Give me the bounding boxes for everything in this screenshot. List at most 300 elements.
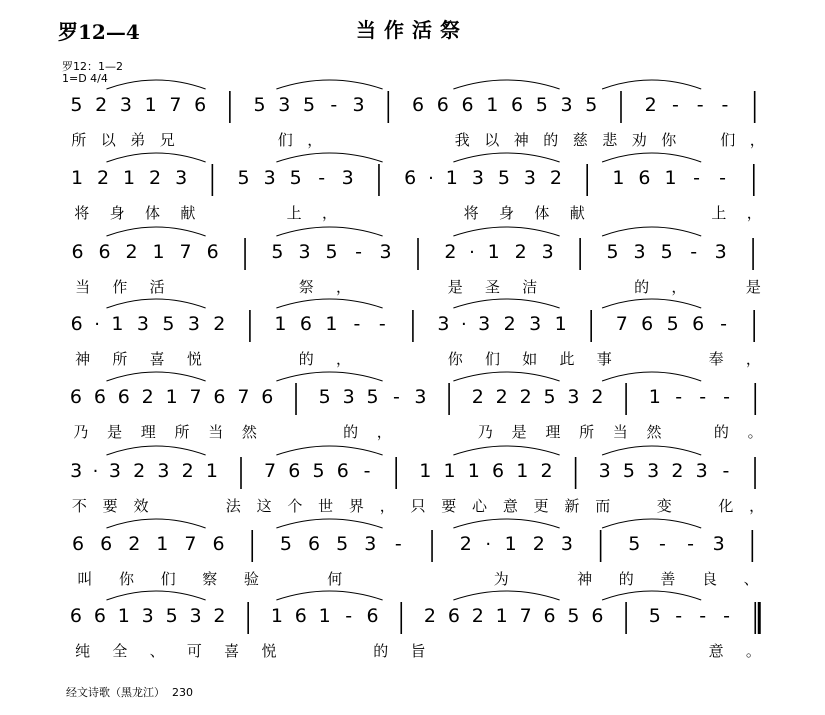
note-digit: 6 [194, 94, 207, 116]
lyric-char: ， [335, 350, 351, 368]
note-digit: 6 [308, 533, 321, 555]
lyric-char: 、 [743, 570, 759, 588]
note-digit: 5 [336, 533, 349, 555]
note-digit: 6 [638, 167, 651, 189]
slur [453, 591, 559, 600]
note-dash: - [693, 167, 700, 189]
note-digit: 5 [666, 313, 679, 335]
note-digit: 3 [541, 241, 554, 263]
note-digit: 1 [516, 460, 529, 482]
dot-mark: · [94, 314, 100, 335]
lyric-char: 将 [463, 204, 479, 222]
note-digit: 6 [436, 94, 449, 116]
note-dash: - [699, 386, 707, 408]
note-digit: 5 [543, 386, 556, 408]
lyric-char: 乃 [73, 423, 89, 441]
slur [602, 299, 701, 308]
note-dash: - [696, 94, 704, 116]
lyric-char: 喜 [149, 350, 165, 368]
note-digit: 5 [70, 94, 83, 116]
lyric-char: 善 [660, 570, 676, 588]
lyric-char: 的 [373, 642, 389, 660]
note-digit: 2 [644, 94, 657, 116]
lyric-char: 旨 [410, 642, 426, 660]
note-digit: 3 [647, 460, 660, 482]
lyric-char: 悲 [602, 131, 618, 149]
note-digit: 5 [289, 167, 302, 189]
note-digit: 1 [554, 313, 567, 335]
lyric-char: ， [671, 278, 687, 296]
lyric-char: ， [321, 204, 338, 222]
note-digit: 3 [341, 167, 354, 189]
note-digit: 1 [443, 460, 456, 482]
note-digit: 2 [671, 460, 684, 482]
lyric-char: 当 [75, 278, 91, 296]
note-digit: 1 [123, 167, 136, 189]
note-digit: 2 [471, 386, 484, 408]
note-digit: 3 [633, 241, 646, 263]
note-digit: 2 [133, 460, 146, 482]
lyric-char: 慈 [572, 131, 588, 149]
note-digit: 3 [471, 167, 484, 189]
lyric-char: 察 [202, 570, 218, 588]
note-digit: 1 [165, 386, 178, 408]
note-digit: 3 [478, 313, 491, 335]
note-digit: 5 [325, 241, 338, 263]
lyric-char: ， [749, 497, 765, 515]
lyric-char: 变 [656, 497, 672, 515]
slur [602, 372, 701, 381]
lyric-char: ， [335, 278, 351, 296]
lyric-char: 叫 [77, 570, 93, 588]
slur [453, 519, 559, 528]
lyric-char: 、 [149, 642, 165, 660]
note-dash: - [353, 313, 361, 335]
note-digit: 5 [312, 460, 325, 482]
lyric-char: 此 [559, 350, 575, 368]
note-digit: 3 [157, 460, 170, 482]
slur [453, 446, 559, 455]
lyric-char: 的 [634, 278, 650, 296]
note-digit: 7 [184, 533, 197, 555]
note-digit: 3 [141, 605, 154, 627]
lyric-char: 然 [646, 423, 662, 441]
slur [106, 299, 205, 308]
lyric-char: 身 [109, 204, 125, 222]
note-digit: 3 [263, 167, 276, 189]
lyric-char: 是 [511, 423, 527, 441]
note-digit: 6 [543, 605, 556, 627]
note-dash: - [363, 460, 371, 482]
slur [453, 153, 559, 162]
lyric-char: 。 [747, 423, 763, 441]
slur [276, 299, 382, 308]
note-digit: 6 [692, 313, 705, 335]
note-digit: 3 [342, 386, 355, 408]
note-digit: 2 [141, 386, 154, 408]
note-digit: 2 [532, 533, 545, 555]
note-digit: 1 [318, 605, 331, 627]
note-digit: 2 [444, 241, 457, 263]
note-dash: - [675, 605, 683, 627]
note-digit: 5 [279, 533, 292, 555]
note-digit: 6 [98, 241, 111, 263]
note-digit: 3 [364, 533, 377, 555]
lyric-char: 献 [180, 204, 196, 222]
slur [106, 591, 205, 600]
lyric-char: ， [746, 204, 762, 222]
slur [276, 372, 382, 381]
note-digit: 5 [271, 241, 284, 263]
lyric-char: 更 [533, 497, 549, 515]
lyric-char: 所 [174, 423, 190, 441]
lyric-char: 的 [343, 423, 359, 441]
note-digit: 5 [628, 533, 641, 555]
note-digit: 1 [70, 167, 84, 189]
dot-mark: · [485, 534, 492, 555]
note-digit: 3 [414, 386, 427, 408]
lyric-char: 是 [745, 278, 761, 296]
note-digit: 2 [459, 533, 472, 555]
note-digit: 5 [535, 94, 548, 116]
slur [276, 519, 382, 528]
note-digit: 6 [591, 605, 604, 627]
lyric-char: 意 [502, 497, 518, 515]
note-digit: 3 [567, 386, 580, 408]
note-dash: - [345, 605, 353, 627]
note-digit: 1 [205, 460, 218, 482]
lyric-char: 悦 [261, 642, 277, 660]
note-digit: 1 [486, 94, 499, 116]
lyric-char: 圣 [485, 278, 501, 296]
note-dash: - [672, 94, 679, 116]
lyric-char: 是 [447, 278, 463, 296]
dot-mark: · [428, 168, 434, 189]
lyric-char: ， [749, 131, 765, 149]
slur [276, 227, 382, 236]
note-digit: 2 [128, 533, 141, 555]
note-digit: 2 [503, 313, 516, 335]
slur [106, 80, 205, 89]
note-digit: 5 [660, 241, 673, 263]
lyric-char: 心 [472, 497, 488, 515]
lyric-char: 祭 [298, 278, 314, 296]
note-digit: 1 [270, 605, 283, 627]
slur [602, 591, 701, 600]
slur [106, 227, 205, 236]
lyric-char: 你 [661, 131, 677, 149]
lyric-char: 我 [454, 131, 470, 149]
slur [602, 227, 701, 236]
note-digit: 3 [529, 313, 542, 335]
note-digit: 5 [253, 94, 266, 116]
note-dash: - [720, 313, 728, 335]
dot-mark: · [469, 242, 475, 263]
note-digit: 7 [179, 241, 192, 263]
lyric-char: 而 [595, 497, 611, 515]
note-digit: 6 [299, 313, 312, 335]
note-digit: 3 [379, 241, 392, 263]
note-dash: - [355, 241, 362, 263]
note-digit: 6 [336, 460, 349, 482]
lyric-char: 不 [71, 497, 87, 515]
lyric-char: 可 [186, 642, 202, 660]
note-digit: 3 [136, 313, 149, 335]
lyric-char: 要 [102, 497, 118, 515]
lyric-char: 新 [564, 497, 580, 515]
note-digit: 6 [411, 94, 425, 116]
note-digit: 3 [278, 94, 291, 116]
note-digit: 3 [695, 460, 708, 482]
note-digit: 1 [445, 167, 458, 189]
lyric-char: 上 [711, 204, 727, 222]
lyric-char: 意 [708, 642, 724, 660]
slur [106, 372, 205, 381]
note-digit: 5 [318, 386, 331, 408]
note-digit: 2 [125, 241, 138, 263]
lyric-char: 法 [225, 497, 241, 515]
note-digit: 1 [152, 241, 165, 263]
lyric-char: 为 [493, 570, 509, 588]
lyric-char: 们 [485, 350, 501, 368]
slur [106, 519, 205, 528]
lyric-char: 兄 [159, 131, 175, 149]
note-dash: - [721, 94, 729, 116]
note-digit: 7 [615, 313, 628, 335]
note-digit: 1 [495, 605, 508, 627]
footer-publisher: 经文诗歌（黑龙江） [66, 686, 165, 699]
note-digit: 3 [70, 460, 83, 482]
note-digit: 7 [189, 386, 202, 408]
note-digit: 2 [149, 167, 162, 189]
lyric-char: 世 [318, 497, 334, 515]
slur [276, 153, 382, 162]
note-dash: - [690, 241, 698, 263]
song-title: 当作活祭 [356, 18, 468, 42]
note-digit: 5 [165, 605, 178, 627]
note-dash: - [658, 533, 666, 555]
lyric-char: 当 [612, 423, 628, 441]
lyric-char: 然 [241, 423, 257, 441]
note-digit: 2 [540, 460, 553, 482]
slur [276, 80, 382, 89]
slur [602, 446, 701, 455]
lyric-char: 所 [71, 131, 87, 149]
note-digit: 6 [93, 386, 106, 408]
note-digit: 3 [189, 605, 202, 627]
note-digit: 5 [497, 167, 510, 189]
note-digit: 3 [560, 533, 573, 555]
key-time-signature: 1=D 4/4 [62, 72, 108, 85]
note-digit: 1 [156, 533, 169, 555]
note-digit: 7 [519, 605, 532, 627]
note-digit: 6 [491, 460, 505, 482]
note-digit: 2 [213, 313, 226, 335]
lyric-char: 的 [543, 131, 559, 149]
lyric-char: 以 [484, 131, 500, 149]
lyric-char: 良 [702, 570, 718, 588]
note-digit: 2 [213, 605, 226, 627]
lyric-char: ， [745, 350, 761, 368]
note-digit: 3 [712, 533, 725, 555]
note-digit: 3 [560, 94, 573, 116]
note-digit: 3 [598, 460, 611, 482]
note-digit: 6 [213, 386, 226, 408]
lyric-char: 。 [745, 642, 761, 660]
note-dash: - [675, 386, 683, 408]
song-reference: 罗12—4 [58, 20, 140, 44]
lyric-char: 体 [144, 204, 161, 222]
lyric-char: 的 [618, 570, 634, 588]
note-digit: 7 [237, 386, 250, 408]
lyric-char: 献 [569, 204, 585, 222]
lyric-char: 神 [513, 131, 529, 149]
note-digit: 3 [714, 241, 727, 263]
dot-mark: · [92, 461, 99, 482]
slur [453, 227, 559, 236]
lyric-char: 是 [107, 423, 123, 441]
lyric-char: 们 [160, 570, 176, 588]
note-digit: 3 [187, 313, 200, 335]
note-dash: - [378, 313, 386, 335]
note-digit: 6 [93, 605, 106, 627]
lyric-char: 你 [118, 570, 134, 588]
note-digit: 2 [423, 605, 437, 627]
note-digit: 6 [212, 533, 225, 555]
note-digit: 6 [117, 386, 130, 408]
note-digit: 6 [288, 460, 301, 482]
note-digit: 5 [648, 605, 661, 627]
lyric-char: 洁 [522, 278, 538, 296]
note-digit: 5 [622, 460, 635, 482]
footer-page-number: 230 [172, 686, 193, 699]
lyric-char: 化 [718, 497, 734, 515]
note-digit: 7 [264, 460, 277, 482]
lyric-char: ， [376, 423, 392, 441]
lyric-char: 理 [140, 423, 156, 441]
note-digit: 3 [175, 167, 188, 189]
note-digit: 6 [100, 533, 113, 555]
lyric-char: ， [307, 131, 323, 149]
note-digit: 6 [447, 605, 460, 627]
lyric-char: 的 [713, 423, 729, 441]
note-digit: 6 [510, 94, 524, 116]
note-digit: 2 [549, 167, 563, 189]
note-dash: - [394, 533, 402, 555]
note-digit: 3 [119, 94, 132, 116]
note-digit: 2 [519, 386, 532, 408]
note-dash: - [723, 386, 730, 408]
note-digit: 6 [641, 313, 654, 335]
lyric-char: 们 [277, 131, 293, 149]
lyric-char: 界 [348, 497, 364, 515]
lyric-char: 们 [720, 131, 736, 149]
lyric-char: 纯 [75, 642, 91, 660]
slur [602, 80, 701, 89]
lyric-char: 如 [522, 350, 538, 368]
lyric-char: 神 [577, 570, 593, 588]
note-digit: 2 [96, 167, 110, 189]
lyric-char: 劝 [631, 131, 647, 149]
note-digit: 2 [181, 460, 194, 482]
note-digit: 2 [95, 94, 108, 116]
note-digit: 6 [71, 241, 84, 263]
note-digit: 6 [70, 313, 83, 335]
note-digit: 1 [487, 241, 500, 263]
lyric-char: 当 [208, 423, 224, 441]
lyric-char: 所 [112, 350, 128, 368]
footer-source [66, 684, 193, 700]
lyric-char: 个 [287, 497, 303, 515]
lyric-char: 奉 [708, 350, 724, 368]
lyric-char: 身 [498, 204, 515, 222]
note-digit: 1 [325, 313, 338, 335]
note-digit: 6 [404, 167, 417, 189]
note-dash: - [722, 460, 730, 482]
slur [602, 519, 701, 528]
lyric-char: 理 [545, 423, 561, 441]
note-digit: 3 [523, 167, 536, 189]
slur [602, 153, 701, 162]
note-digit: 5 [366, 386, 379, 408]
lyric-char: 只 [410, 497, 426, 515]
note-dash: - [393, 386, 400, 408]
note-digit: 6 [69, 386, 83, 408]
note-digit: 1 [612, 167, 625, 189]
slur [106, 446, 205, 455]
note-digit: 1 [648, 386, 661, 408]
note-digit: 1 [504, 533, 517, 555]
note-digit: 2 [591, 386, 604, 408]
note-digit: 1 [111, 313, 124, 335]
lyric-char: 你 [447, 350, 463, 368]
lyric-char: 要 [441, 497, 457, 515]
lyric-char: 上 [286, 204, 302, 222]
scripture-source: 罗12：1—2 [62, 60, 123, 73]
note-digit: 6 [206, 241, 219, 263]
slur [276, 446, 382, 455]
lyric-char: 所 [579, 423, 595, 441]
note-digit: 7 [169, 94, 182, 116]
note-digit: 1 [664, 167, 677, 189]
slur [453, 80, 559, 89]
lyric-char: 悦 [186, 350, 202, 368]
note-digit: 3 [298, 241, 311, 263]
note-digit: 5 [567, 605, 580, 627]
lyric-char: 乃 [477, 423, 493, 441]
note-digit: 5 [606, 241, 619, 263]
note-digit: 2 [514, 241, 527, 263]
note-digit: 3 [437, 313, 450, 335]
note-digit: 2 [471, 605, 484, 627]
lyric-char: 的 [298, 350, 314, 368]
note-digit: 3 [352, 94, 365, 116]
note-digit: 2 [495, 386, 508, 408]
lyric-char: 这 [256, 497, 272, 515]
slur [453, 372, 559, 381]
lyric-char: 神 [75, 350, 91, 368]
note-digit: 6 [366, 605, 379, 627]
note-digit: 6 [294, 605, 307, 627]
note-digit: 3 [108, 460, 121, 482]
lyric-char: ， [379, 497, 395, 515]
dot-mark: · [460, 314, 467, 335]
note-digit: 6 [261, 386, 274, 408]
slur [106, 153, 205, 162]
lyric-char: 全 [112, 642, 128, 660]
note-digit: 1 [117, 605, 130, 627]
lyric-char: 将 [74, 204, 90, 222]
